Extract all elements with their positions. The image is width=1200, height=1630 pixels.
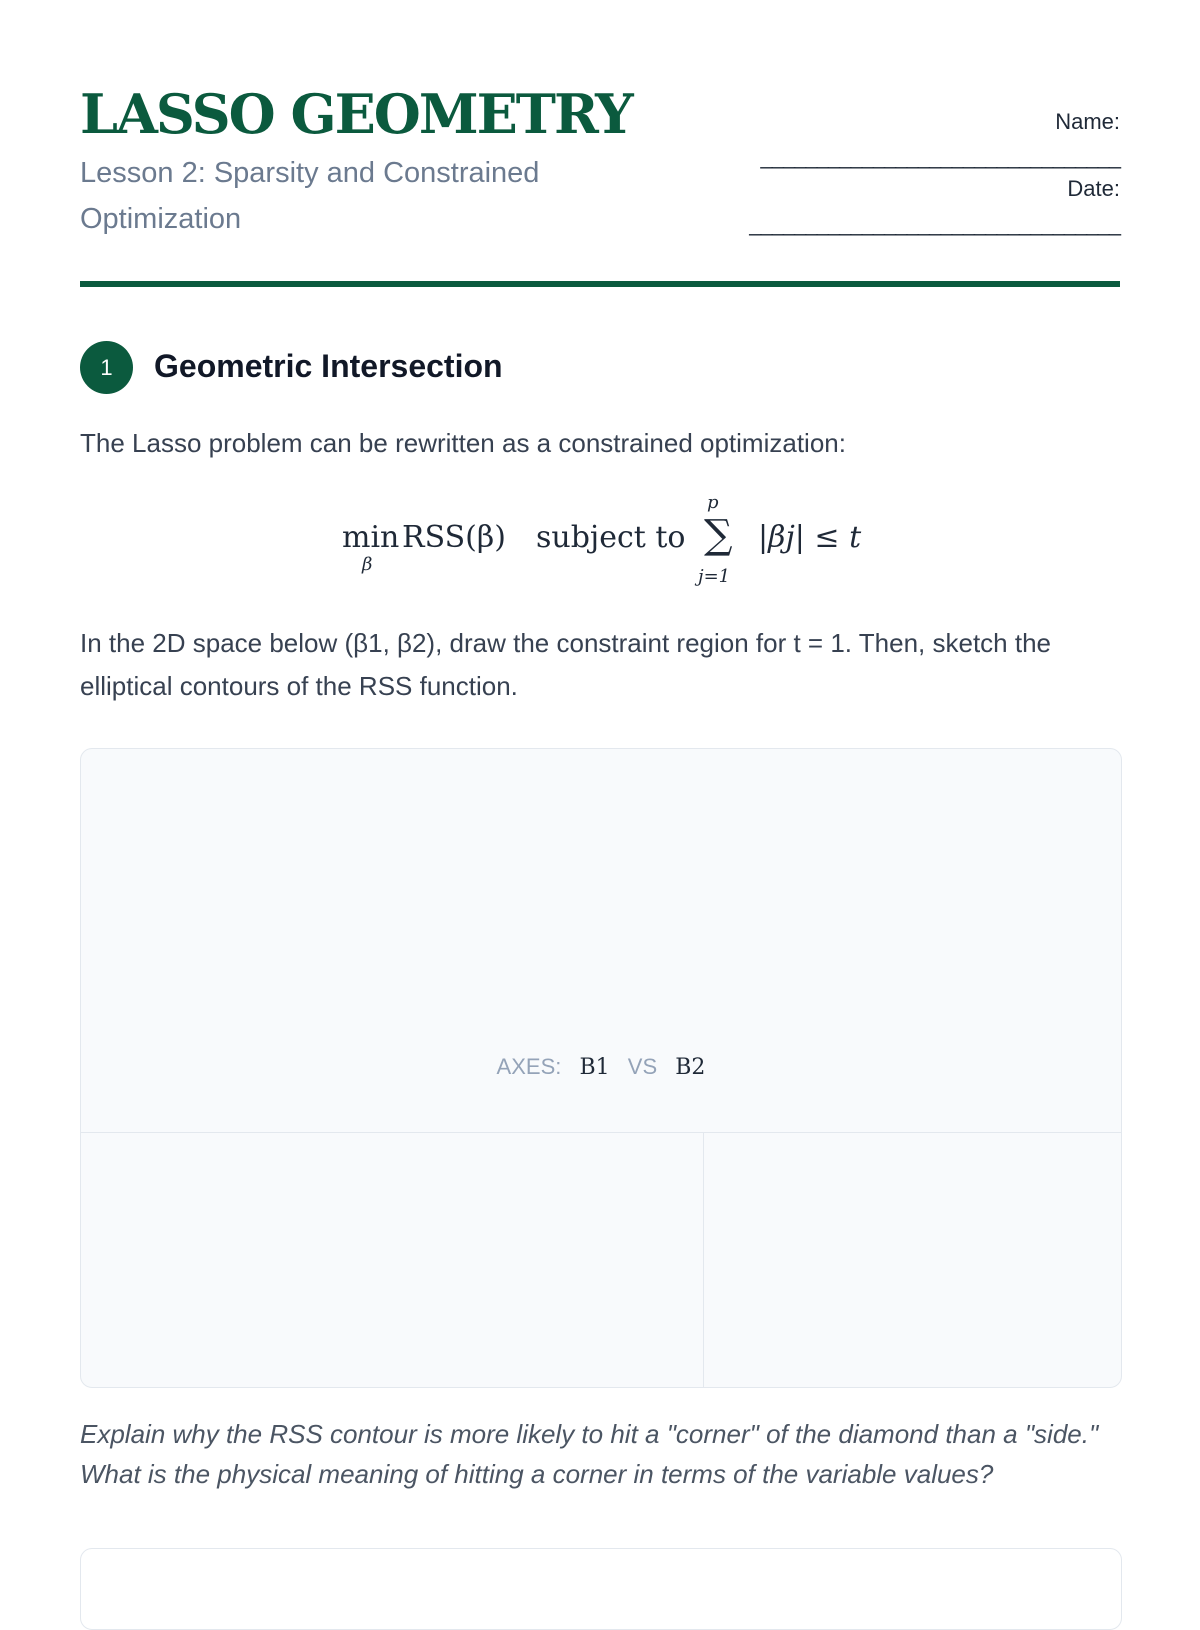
worksheet-title: LASSO GEOMETRY [80,82,632,146]
axes-vs: VS [627,1054,658,1079]
axis-2-label: B2 [675,1055,706,1080]
formula-sum: ∑ [704,512,733,558]
formula-objective: RSS(β) [402,520,506,555]
answer-box[interactable] [80,1548,1122,1630]
question-text: Explain why the RSS contour is more likely to hit a "corner" of the diamond than a "side." What is the physical meaning of hitting a corner in terms of the variable values? [80,1419,1099,1489]
drawing-area[interactable] [80,748,1122,1388]
section-number-badge: 1 [80,341,133,394]
intro-text: The Lasso problem can be rewritten as a constrained optimization: [80,428,846,458]
instruction-text: In the 2D space below (β1, β2), draw the constraint region for t = 1. Then, sketch the elliptical contours of the RSS function. [80,628,1052,701]
date-label: Date: [1067,176,1120,201]
header-divider [80,281,1120,287]
name-line[interactable]: ________________________________ [760,144,1120,169]
axes-caption [81,1054,1121,1080]
section-title: Geometric Intersection [154,348,503,384]
lasso-formula [340,492,900,592]
x-axis-line [81,1132,1121,1133]
formula-sum-bottom: j=1 [698,566,731,587]
formula-constraint: |βj| ≤ t [758,520,862,555]
formula-sum-top: p [707,492,719,513]
axes-label: AXES: [496,1054,562,1079]
date-line[interactable]: _________________________________ [749,211,1120,236]
formula-subject-to: subject to [536,520,686,555]
formula-min-sub: β [362,554,373,575]
formula-min: min [342,520,400,555]
axis-1-label: B1 [579,1055,610,1080]
name-label: Name: [1055,109,1120,134]
lesson-subtitle: Lesson 2: Sparsity and Constrained Optimization [80,157,540,235]
y-axis-line [703,1132,704,1387]
